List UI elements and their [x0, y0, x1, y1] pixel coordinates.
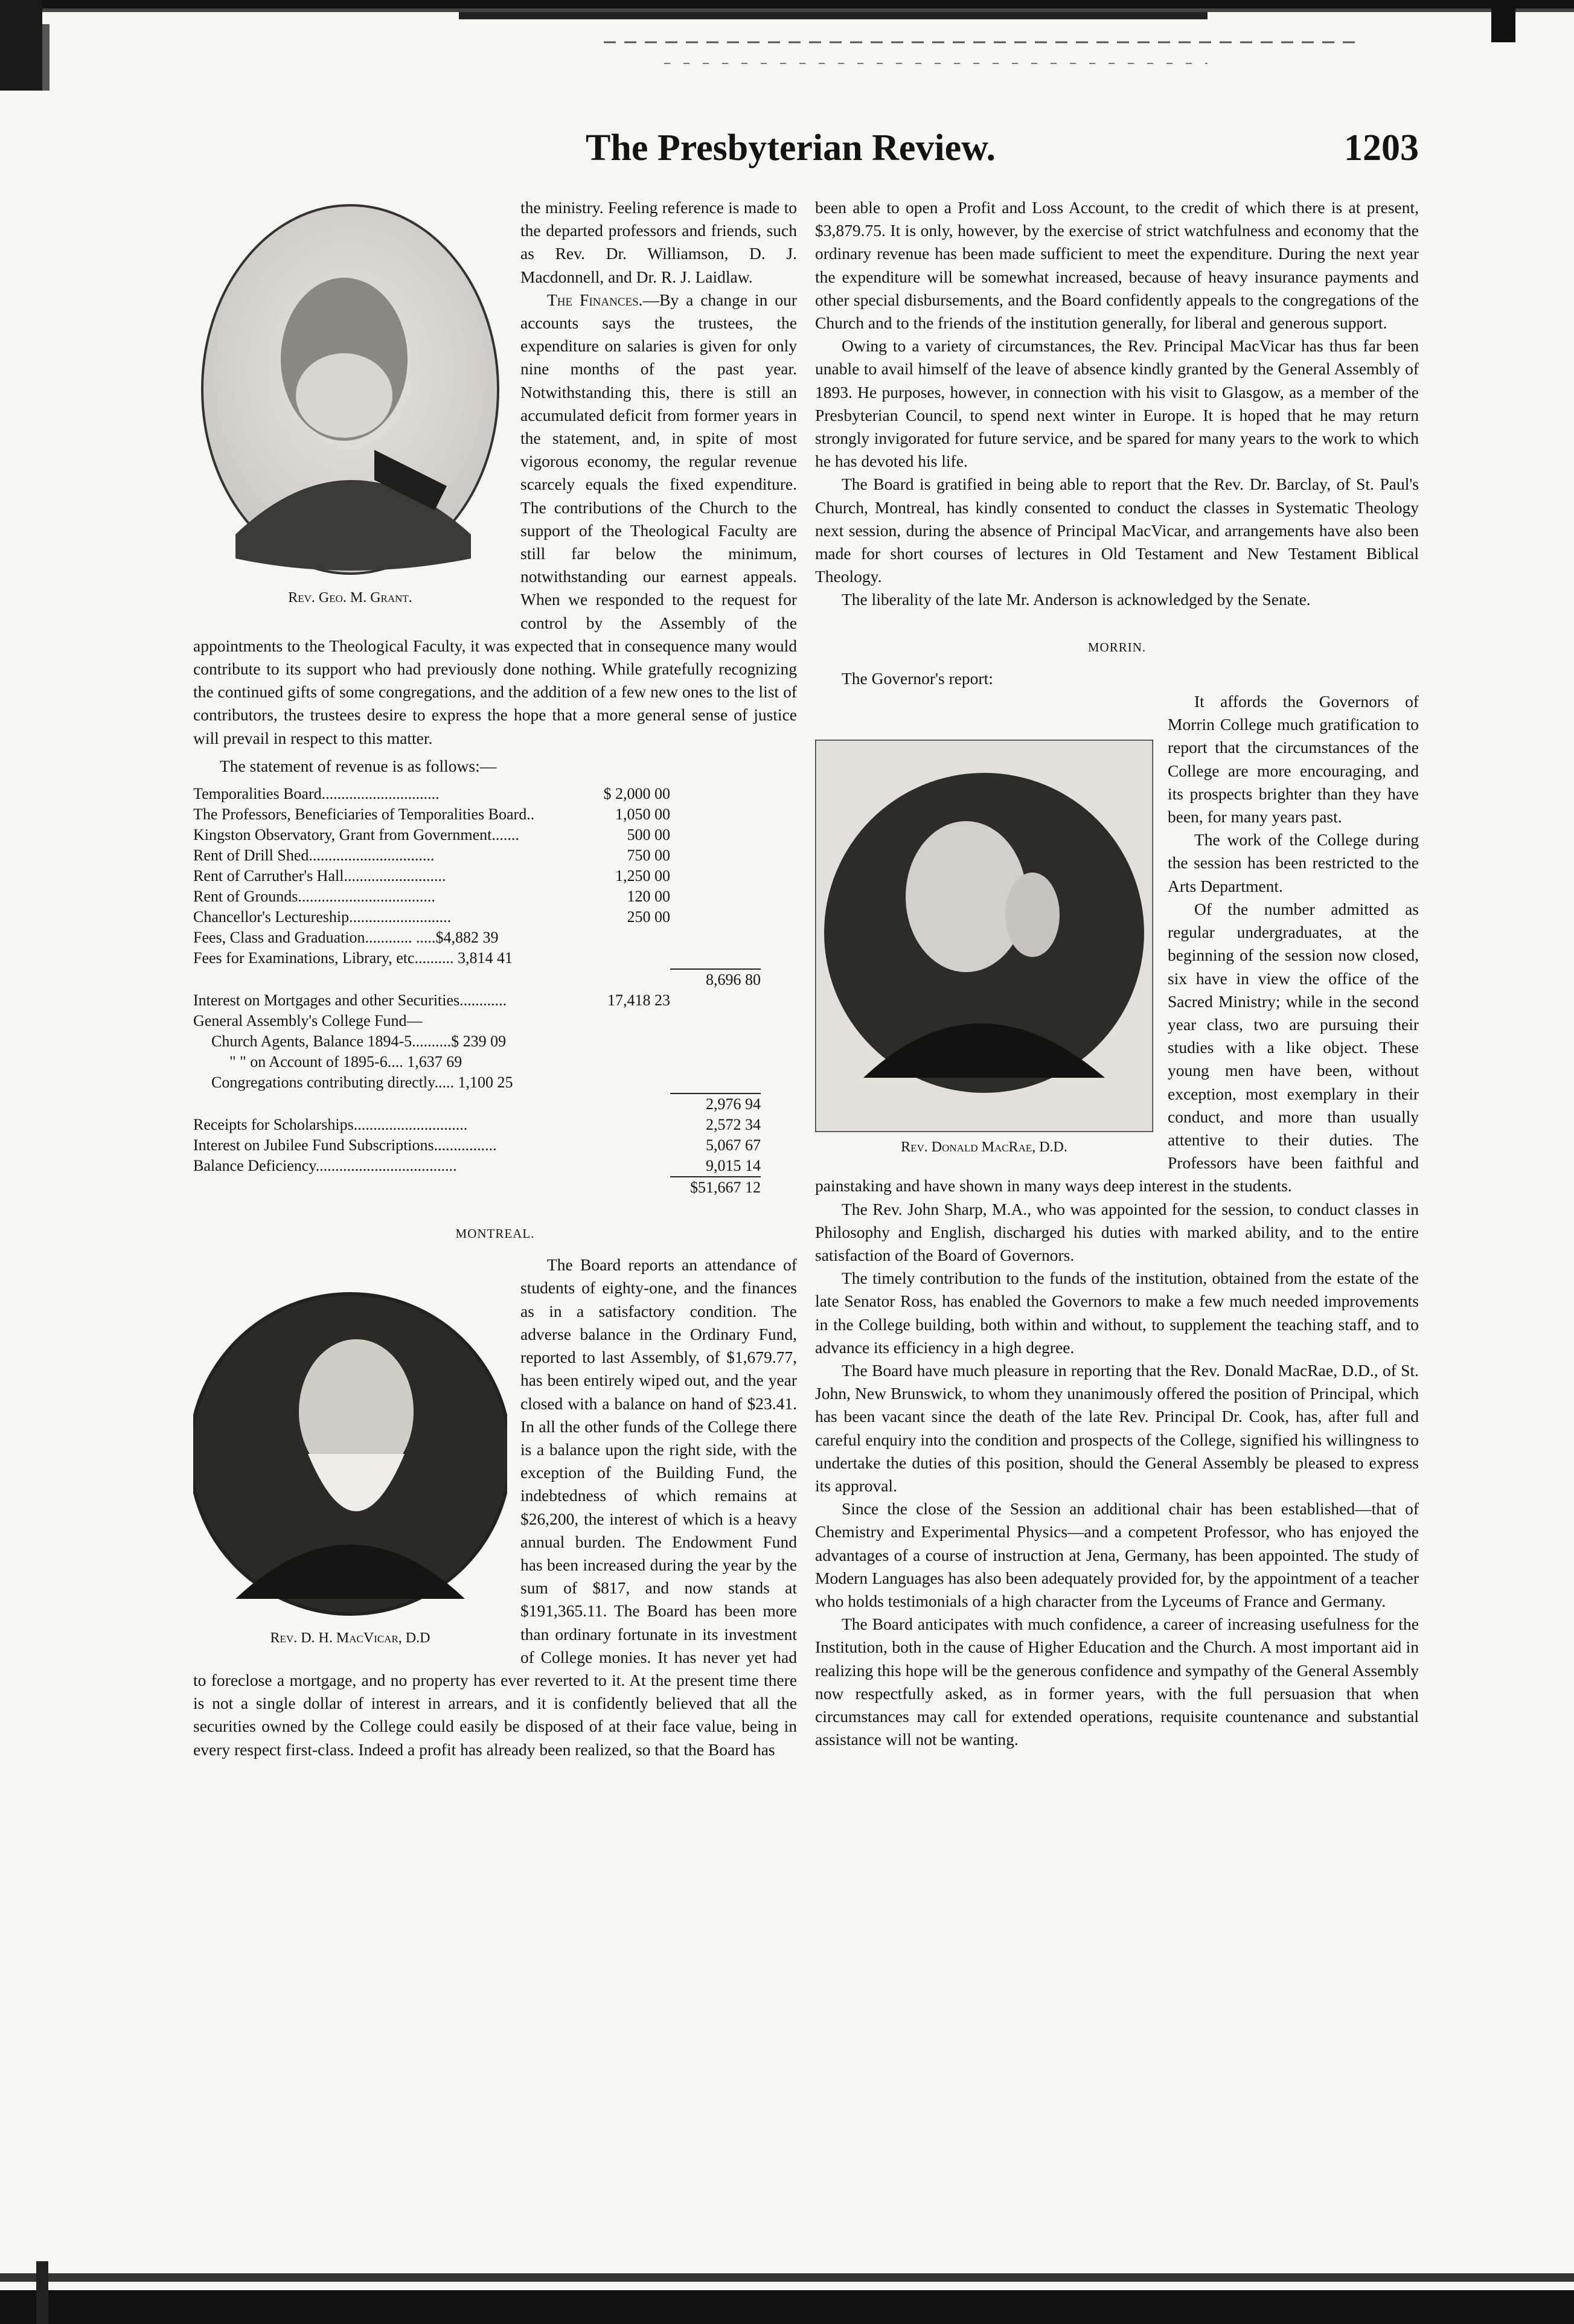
page-header: [181, 127, 1419, 181]
ledger-amount: [580, 1115, 670, 1135]
ledger-total: [670, 845, 761, 866]
page-number: 1203: [1344, 127, 1419, 168]
ledger-label: Rent of Carruther's Hall..........................: [193, 867, 446, 885]
left-para-3: The Board reports an attendance of students of eighty-one, and the finances as in a satisfactory condition. The adverse balance in the Ordinary Fund, reported to last Assembly, of $1,679.77, has been entirely wiped out, and the year closed with a balance on hand of $23.41. In all the other funds of the College there is a balance upon the right side, with the exception of the Building Fund, the indebtedness of which remains at $26,200, the interest of which is a heavy annual burden. The Endowment Fund has been increased during the year by the sum of $817, and now stands at $191,365.11. The Board has been more than ordinary fortunate in its investment of College monies. It has never yet had to foreclose a mortgage, and no property has ever reverted to it. At the present time there is not a single dollar of interest in arrears, and it is confidently believed that all the securities owned by the College could easily be disposed of at their face value, being in every respect first-class. Indeed a profit has already been realized, so that the Board has: [193, 1255, 797, 1759]
ledger-amount: [580, 1135, 670, 1156]
ledger-label: Interest on Mortgages and other Securities............: [193, 991, 507, 1010]
ledger-amount: [598, 1072, 688, 1093]
ledger-label: Congregations contributing directly..... 1,100 25: [211, 1074, 513, 1092]
ledger-amount: [580, 1156, 670, 1176]
ledger-row: [193, 1156, 797, 1176]
ledger-label: Balance Deficiency....................................: [193, 1157, 457, 1175]
ledger-amount: $ 2,000 00: [603, 785, 670, 803]
right-para-1: been able to open a Profit and Loss Account, to the credit of which there is at present, $3,879.75. It is only, however, by the exercise of strict watchfulness and economy that the ordinary revenue has been made sufficient to meet the expenditure. During the next year the expenditure will be somewhat increased, because of heavy insurance payments and other special disbursements, and the Board confidently appeals to the congregations of the Church and to the friends of the institution generally, for liberal and generous support.: [815, 198, 1419, 333]
montreal-heading: MONTREAL.: [455, 1226, 535, 1241]
right-para-2: Owing to a variety of circumstances, the Rev. Principal MacVicar has thus far been unable to avail himself of the leave of absence kindly granted by the General Assembly of 1893. He purposes, however, in connection with his visit to Glasgow, as a member of the Presbyterian Council, to spend next winter in Europe. It is hoped that he may return strongly invigorated for future service, and be spared for many years to the work to which he has devoted his life.: [815, 336, 1419, 471]
ledger-row: [193, 866, 797, 886]
ledger-amount: 1,050 00: [615, 805, 670, 824]
ledger-row: [193, 1115, 797, 1135]
ledger-row: [193, 1052, 797, 1072]
portrait-macrae: [815, 740, 1153, 1162]
ledger-label: Rent of Grounds...................................: [193, 888, 435, 906]
ledger-total: [670, 907, 761, 927]
ledger-row: [193, 1093, 797, 1115]
ledger-row: [193, 845, 797, 866]
ledger-row: [193, 825, 797, 845]
ledger-label: Fees, Class and Graduation............ .....$4,882 39: [193, 929, 499, 947]
right-para-5: The Governor's report:: [842, 668, 993, 688]
ledger-total: $51,667 12: [670, 1176, 761, 1198]
ledger-amount: 17,418 23: [607, 991, 670, 1010]
ledger-label: The Professors, Beneficiaries of Temporalities Board..: [193, 805, 535, 824]
ledger-label: General Assembly's College Fund—: [193, 1012, 423, 1030]
ledger-intro: The statement of revenue is as follows:—: [220, 756, 497, 775]
caption-macvicar: Rev. D. H. MacVicar, D.D: [270, 1630, 430, 1647]
caption-macrae: Rev. Donald MacRae, D.D.: [901, 1139, 1067, 1156]
ledger-row: [193, 784, 797, 804]
ledger-label: Church Agents, Balance 1894-5..........$ 239 09: [211, 1032, 507, 1051]
ledger-row: [193, 804, 797, 825]
right-para-3: The Board is gratified in being able to report that the Rev. Dr. Barclay, of St. Paul's Church, Montreal, has kindly consented to conduct the classes in Systematic Theology next session, during the absence of Principal MacVicar, and arrangements have also been made for short courses of lectures in Old Testament and New Testament Biblical Theology.: [815, 475, 1419, 586]
portrait-grant-image: [193, 196, 507, 583]
ledger-row: [193, 1072, 797, 1093]
ledger-label: " " on Account of 1895-6.... 1,637 69: [229, 1053, 462, 1071]
ledger-row: [193, 968, 797, 990]
ledger-total: [670, 886, 761, 907]
ledger-total: [688, 1072, 779, 1093]
ledger-amount: [598, 1031, 688, 1052]
ledger-amount: 500 00: [627, 826, 670, 844]
right-column: [815, 196, 1419, 1751]
ledger-label: [193, 1093, 580, 1115]
ledger-amount: [580, 968, 670, 990]
ledger-total: [670, 784, 761, 804]
ledger-label: Temporalities Board..............................: [193, 785, 440, 803]
portrait-grant: [193, 196, 507, 613]
ledger-amount: 750 00: [627, 847, 670, 865]
ledger-total: 2,976 94: [670, 1093, 761, 1115]
ledger-amount: 120 00: [627, 888, 670, 906]
ledger-row: [193, 1135, 797, 1156]
right-para-4: The liberality of the late Mr. Anderson is acknowledged by the Senate.: [842, 590, 1311, 609]
ledger-total: [670, 804, 761, 825]
ledger-amount: [580, 1011, 670, 1031]
morrin-heading: MORRIN.: [1087, 639, 1147, 655]
ledger-label: Chancellor's Lectureship..........................: [193, 908, 452, 926]
journal-title: The Presbyterian Review.: [586, 127, 996, 168]
ledger-label: Interest on Jubilee Fund Subscriptions................: [193, 1136, 497, 1154]
ledger-amount: 1,250 00: [615, 867, 670, 885]
ledger-label: Kingston Observatory, Grant from Government.......: [193, 826, 519, 844]
ledger-label: Receipts for Scholarships.............................: [193, 1116, 468, 1134]
ledger-row: [193, 1176, 797, 1198]
ledger-total: 8,696 80: [670, 968, 761, 990]
ledger-amount: [616, 1052, 706, 1072]
left-para-2-text: —By a change in our accounts says the trustees, the expenditure on salaries is given for only nine months of the past year. Notwithstanding this, there is still an accumulated deficit from former years in the statement, and, in spite of most vigorous economy, the regular revenue scarcely equals the fixed expenditure. The contributions of the Church to the support of the Theological Faculty are still far below the minimum, notwithstanding our earnest appeals. When we responded to the request for control by the Assembly of the appointments to the Theological Faculty, it was expected that in consequence many would contribute to its support who had previously done nothing. While gratefully recognizing the continued gifts of some congregations, and the addition of a few new ones to the list of contributors, the trustees desire to express the hope that a more general sense of justice will prevail in respect to this matter.: [193, 290, 797, 747]
right-para-6: It affords the Governors of Morrin College much gratification to report that the circumstances of the College are more encouraging, and its prospects brighter than they have been, for many years past.: [1168, 692, 1419, 827]
ledger-total: [706, 1052, 797, 1072]
ledger-amount: [580, 948, 670, 968]
ledger-total: 9,015 14: [706, 1157, 761, 1175]
right-para-7: The work of the College during the session has been restricted to the Arts Department.: [1168, 830, 1419, 895]
revenue-statement: [193, 784, 797, 1198]
portrait-macrae-image: [815, 740, 1153, 1132]
left-para-1: the ministry. Feeling reference is made to the departed professors and friends, such as Rev. Dr. Williamson, D. J. Macdonnell, and Dr. R. J. Laidlaw.: [520, 198, 797, 286]
right-para-9: The Rev. John Sharp, M.A., who was appointed for the session, to conduct classes in Philosophy and English, discharged his duties with marked ability, and to the entire satisfaction of the Board of Governors.: [815, 1199, 1419, 1264]
ledger-row: [193, 886, 797, 907]
ledger-total: [670, 866, 761, 886]
ledger-row: [193, 907, 797, 927]
right-para-11: The Board have much pleasure in reporting that the Rev. Donald MacRae, D.D., of St. John, New Brunswick, to whom they unanimously offered the position of Principal, which has been vacant since the death of the late Rev. Principal Dr. Cook, has, after full and careful enquiry into the condition and prospects of the College, signified his willingness to undertake the duties of this position, should the General Assembly be pleased to express its approval.: [815, 1360, 1419, 1495]
right-para-12: Since the close of the Session an additional chair has been established—that of Chemistry and Experimental Physics—and a competent Professor, who has enjoyed the advantages of a course of instruction at Jena, Germany, has been appointed. The study of Modern Languages has also been adequately provided for, by the appointment of a teacher who holds testimonials of a high character from the Lyceums of France and Germany.: [815, 1499, 1419, 1610]
ledger-total: [670, 825, 761, 845]
ledger-row: [193, 927, 797, 948]
ledger-row: [193, 948, 797, 968]
ledger-total: 2,572 34: [706, 1116, 761, 1134]
ledger-total: [670, 990, 761, 1011]
finances-heading: The Finances.: [547, 290, 643, 309]
ledger-amount: [580, 1093, 670, 1115]
ledger-row: [193, 990, 797, 1011]
right-para-13: The Board anticipates with much confidence, a career of increasing usefulness for the Institution, both in the cause of Higher Education and the Church. A most important aid in realizing this hope will be the generous confidence and sympathy of the General Assembly now respectfully asked, as in former years, with the full persuasion that when circumstances may call for extended operations, requisite countenance and substantial assistance will not be wanting.: [815, 1615, 1419, 1749]
ledger-label: [193, 1176, 580, 1198]
ledger-label: Fees for Examinations, Library, etc.......... 3,814 41: [193, 949, 513, 967]
caption-grant: Rev. Geo. M. Grant.: [288, 590, 412, 606]
ledger-label: Rent of Drill Shed................................: [193, 847, 435, 865]
portrait-macvicar: [193, 1285, 507, 1647]
left-column: [193, 196, 797, 1761]
right-para-8: Of the number admitted as regular undergraduates, at the beginning of the session now closed, six have in view the office of the Sacred Ministry; while in the second year class, two are pursuing their studies with a like object. These young men have been, without exception, most exemplary in their conduct, and more than usually attentive to their duties. The Professors have been faithful and painstaking and have shown in many ways deep interest in the students.: [815, 899, 1419, 1196]
scan-bottom-edge: [0, 2261, 1574, 2324]
ledger-total: [688, 1031, 779, 1052]
right-para-10: The timely contribution to the funds of the institution, obtained from the estate of the late Senator Ross, has enabled the Governors to make a few much needed improvements in the College building, both within and without, to supplement the teaching staff, and to advance its efficiency in a high degree.: [815, 1269, 1419, 1357]
ledger-amount: [580, 1176, 670, 1198]
ledger-total: [670, 1011, 761, 1031]
ledger-row: [193, 1031, 797, 1052]
ledger-label: [193, 968, 580, 990]
ledger-amount: [580, 927, 670, 948]
ledger-row: [193, 1011, 797, 1031]
ledger-amount: 250 00: [627, 908, 670, 926]
ledger-total: 5,067 67: [706, 1136, 761, 1154]
ledger-total: [670, 927, 761, 948]
portrait-macvicar-image: [193, 1285, 507, 1623]
scan-top-edge: [0, 0, 1574, 91]
ledger-total: [670, 948, 761, 968]
